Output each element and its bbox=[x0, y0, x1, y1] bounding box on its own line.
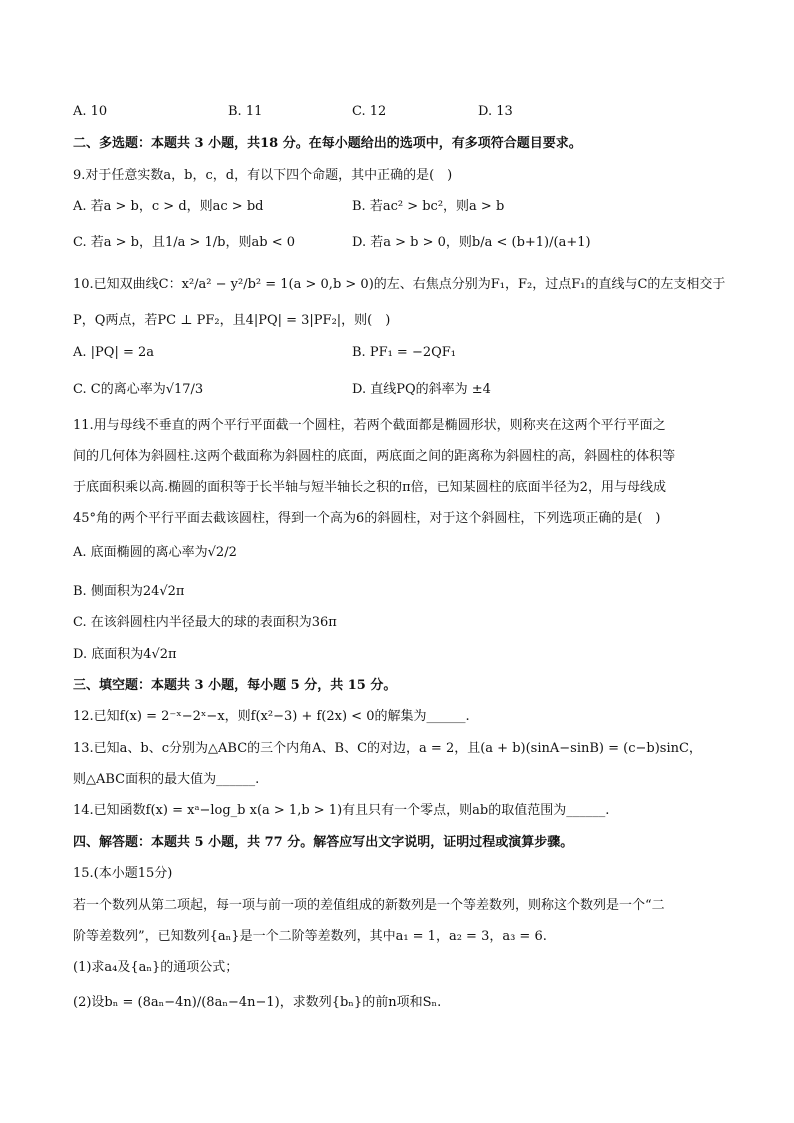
q12: 12.已知f(x) = 2⁻ˣ−2ˣ−x，则f(x²−3) + f(2x) < 0的解集为______. bbox=[73, 709, 470, 724]
q9-stem: 9.对于任意实数a，b，c，d，有以下四个命题，其中正确的是( ) bbox=[73, 168, 453, 183]
q10-stem-line1: 10.已知双曲线C：x²/a² − y²/b² = 1(a > 0,b > 0)的左、右焦点分别为F₁，F₂，过点F₁的直线与C的左支相交于 bbox=[73, 277, 726, 292]
q13-line2: 则△ABC面积的最大值为______. bbox=[73, 772, 260, 787]
q14: 14.已知函数f(x) = xᵃ−log_b x(a > 1,b > 1)有且只有一个零点，则ab的取值范围为______. bbox=[73, 803, 610, 818]
q10-option-a: A. |PQ| = 2a bbox=[73, 345, 154, 360]
q10-option-d: D. 直线PQ的斜率为 ±4 bbox=[352, 382, 491, 397]
q8-option-c: C. 12 bbox=[352, 104, 387, 119]
q15-heading: 15.(本小题15分) bbox=[73, 866, 173, 881]
q9-option-d: D. 若a > b > 0，则b/a < (b+1)/(a+1) bbox=[352, 235, 591, 250]
q10-option-b: B. PF₁ = −2QF₁ bbox=[352, 345, 457, 360]
q15-line2: 阶等差数列”，已知数列{aₙ}是一个二阶等差数列，其中a₁ = 1，a₂ = 3，a₃ = 6. bbox=[73, 929, 547, 944]
q11-option-c: C. 在该斜圆柱内半径最大的球的表面积为36π bbox=[73, 615, 337, 630]
q10-stem-line2: P，Q两点，若PC ⊥ PF₂，且4|PQ| = 3|PF₂|，则( ) bbox=[73, 313, 391, 328]
q10-option-c: C. C的离心率为√17/3 bbox=[73, 382, 204, 397]
q15-part1: (1)求a₄及{aₙ}的通项公式； bbox=[73, 960, 239, 975]
q9-option-c: C. 若a > b，且1/a > 1/b，则ab < 0 bbox=[73, 235, 296, 250]
q11-option-a: A. 底面椭圆的离心率为√2/2 bbox=[73, 545, 237, 560]
q8-option-a: A. 10 bbox=[73, 104, 108, 119]
q11-stem-line3: 于底面积乘以高.椭圆的面积等于长半轴与短半轴长之积的π倍，已知某圆柱的底面半径为2，用与母线成 bbox=[73, 480, 666, 495]
section-fill-blank-heading: 三、填空题：本题共 3 小题，每小题 5 分，共 15 分。 bbox=[73, 678, 397, 693]
q9-option-a: A. 若a > b，c > d，则ac > bd bbox=[73, 199, 264, 214]
q8-option-b: B. 11 bbox=[228, 104, 263, 119]
q11-stem-line4: 45°角的两个平行平面去截该圆柱，得到一个高为6的斜圆柱，对于这个斜圆柱，下列选项正确的是( ) bbox=[73, 511, 661, 526]
section-answer-heading: 四、解答题：本题共 5 小题，共 77 分。解答应写出文字说明，证明过程或演算步骤。 bbox=[73, 835, 574, 850]
q13-line1: 13.已知a、b、c分别为△ABC的三个内角A、B、C的对边，a = 2，且(a + b)(sinA−sinB) = (c−b)sinC， bbox=[73, 741, 702, 756]
q8-option-d: D. 13 bbox=[478, 104, 513, 119]
q11-stem-line2: 间的几何体为斜圆柱.这两个截面称为斜圆柱的底面，两底面之间的距离称为斜圆柱的高，斜圆柱的体积等 bbox=[73, 449, 676, 464]
q15-line1: 若一个数列从第二项起，每一项与前一项的差值组成的新数列是一个等差数列，则称这个数列是一个“二 bbox=[73, 898, 665, 913]
q11-stem-line1: 11.用与母线不垂直的两个平行平面截一个圆柱，若两个截面都是椭圆形状，则称夹在这两个平行平面之 bbox=[73, 418, 666, 433]
q11-option-d: D. 底面积为4√2π bbox=[73, 647, 177, 662]
q9-option-b: B. 若ac² > bc²，则a > b bbox=[352, 199, 505, 214]
q11-option-b: B. 侧面积为24√2π bbox=[73, 584, 185, 599]
section-multi-choice-heading: 二、多选题：本题共 3 小题，共18 分。在每小题给出的选项中，有多项符合题目要求。 bbox=[73, 136, 582, 151]
q15-part2: (2)设bₙ = (8aₙ−4n)/(8aₙ−4n−1)，求数列{bₙ}的前n项和Sₙ. bbox=[73, 995, 442, 1010]
